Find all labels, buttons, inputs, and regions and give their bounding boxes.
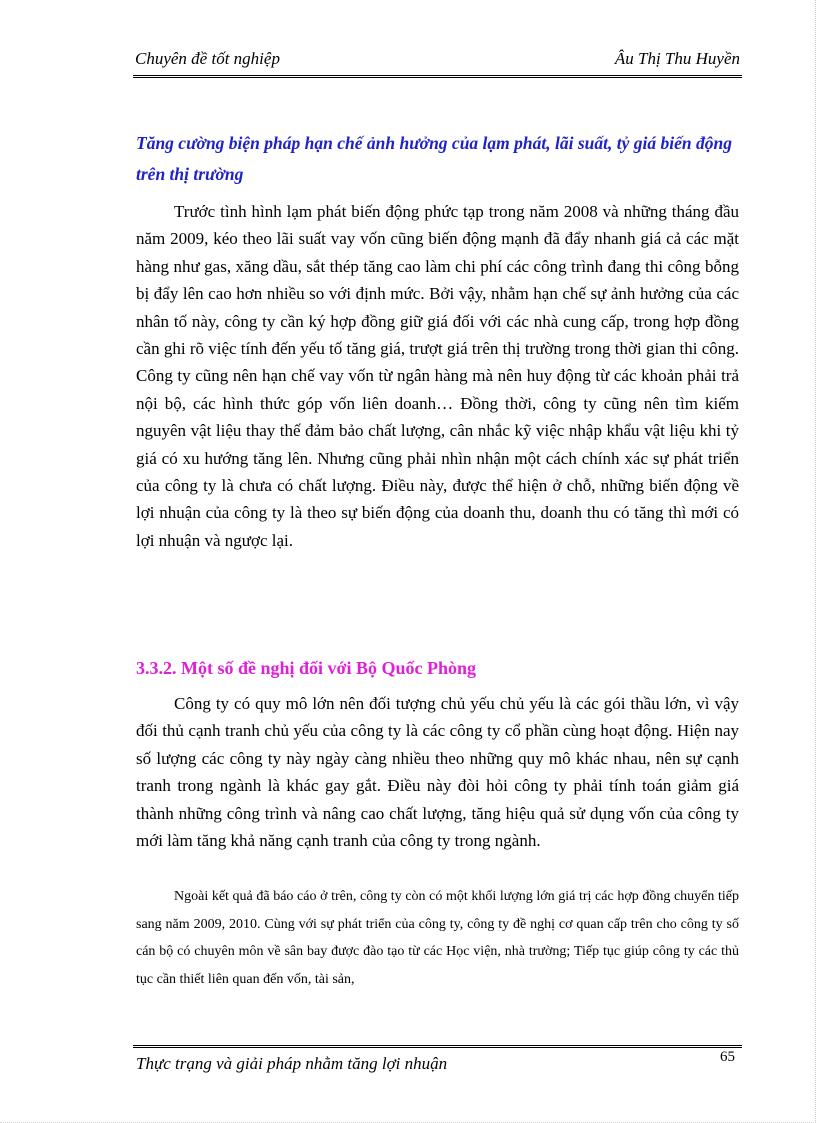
paragraph-competition: Công ty có quy mô lớn nên đối tượng chủ yếu chủ yếu là các gói thầu lớn, vì vậy đối thủ cạnh tranh chủ yếu của công ty là các công ty cổ phần cùng hoạt động. Hiện nay số lượng các công ty này ngày càng nhiều theo những quy mô khác nhau, nên sự cạnh tranh trong ngành là khác gay gắt. Điều này đòi hỏi công ty phải tính toán giảm giá thành những công trình và nâng cao chất lượng, tăng hiệu quả sử dụng vốn của công ty mới làm tăng khả năng cạnh tranh của công ty trong ngành. [136,694,739,851]
section-heading: 3.3.2. Một số đề nghị đối với Bộ Quốc Phòng [136,658,477,678]
subsection-heading: Tăng cường biện pháp hạn chế ảnh hưởng của lạm phát, lãi suất, tỷ giá biến động trên thị trường [136,133,732,184]
header-author: Âu Thị Thu Huyền [614,49,740,68]
page-header [133,46,742,74]
page-number: 65 [720,1049,735,1065]
footer-rule [133,1045,742,1048]
paragraph-inflation: Trước tình hình lạm phát biến động phức tạp trong năm 2008 và những tháng đầu năm 2009, kéo theo lãi suất vay vốn cũng biến động mạnh đã đẩy nhanh giá cả các mặt hàng như gas, xăng dầu, sắt thép tăng cao làm chi phí các công trình đang thi công bỗng bị đẩy lên cao hơn nhiều so với định mức. Bởi vậy, nhằm hạn chế sự ảnh hưởng của các nhân tố này, công ty cần ký hợp đồng giữ giá đối với các nhà cung cấp, trong hợp đồng cần ghi rõ việc tính đến yếu tố tăng giá, trượt giá trên thị trường trong thời gian thi công. Công ty cũng nên hạn chế vay vốn từ ngân hàng mà nên huy động từ các khoản phải trả nội bộ, các hình thức góp vốn liên doanh… Đồng thời, công ty cũng nên tìm kiếm nguyên vật liệu thay thế đảm bảo chất lượng, cân nhắc kỹ việc nhập khẩu vật liệu khi tỷ giá có xu hướng tăng lên. Nhưng cũng phải nhìn nhận một cách chính xác sự phát triển của công ty là chưa có chất lượng. Điều này, được thể hiện ở chỗ, những biến động về lợi nhuận của công ty là theo sự biến động của doanh thu, doanh thu có tăng thì mới có lợi nhuận và ngược lại. [136,202,739,550]
header-rule [133,75,742,78]
footer-title: Thực trạng và giải pháp nhằm tăng lợi nhuận [136,1054,448,1073]
header-topic: Chuyên đề tốt nghiệp [135,49,280,68]
paragraph-proposal: Ngoài kết quả đã báo cáo ở trên, công ty còn có một khối lượng lớn giá trị các hợp đồng chuyển tiếp sang năm 2009, 2010. Cùng với sự phát triển của công ty, công ty đề nghị cơ quan cấp trên cho công ty số cán bộ có chuyên môn về sân bay được đào tạo từ các Học viện, nhà trường; Tiếp tục giúp công ty các thủ tục cần thiết liên quan đến vốn, tài sản, [136,889,739,987]
